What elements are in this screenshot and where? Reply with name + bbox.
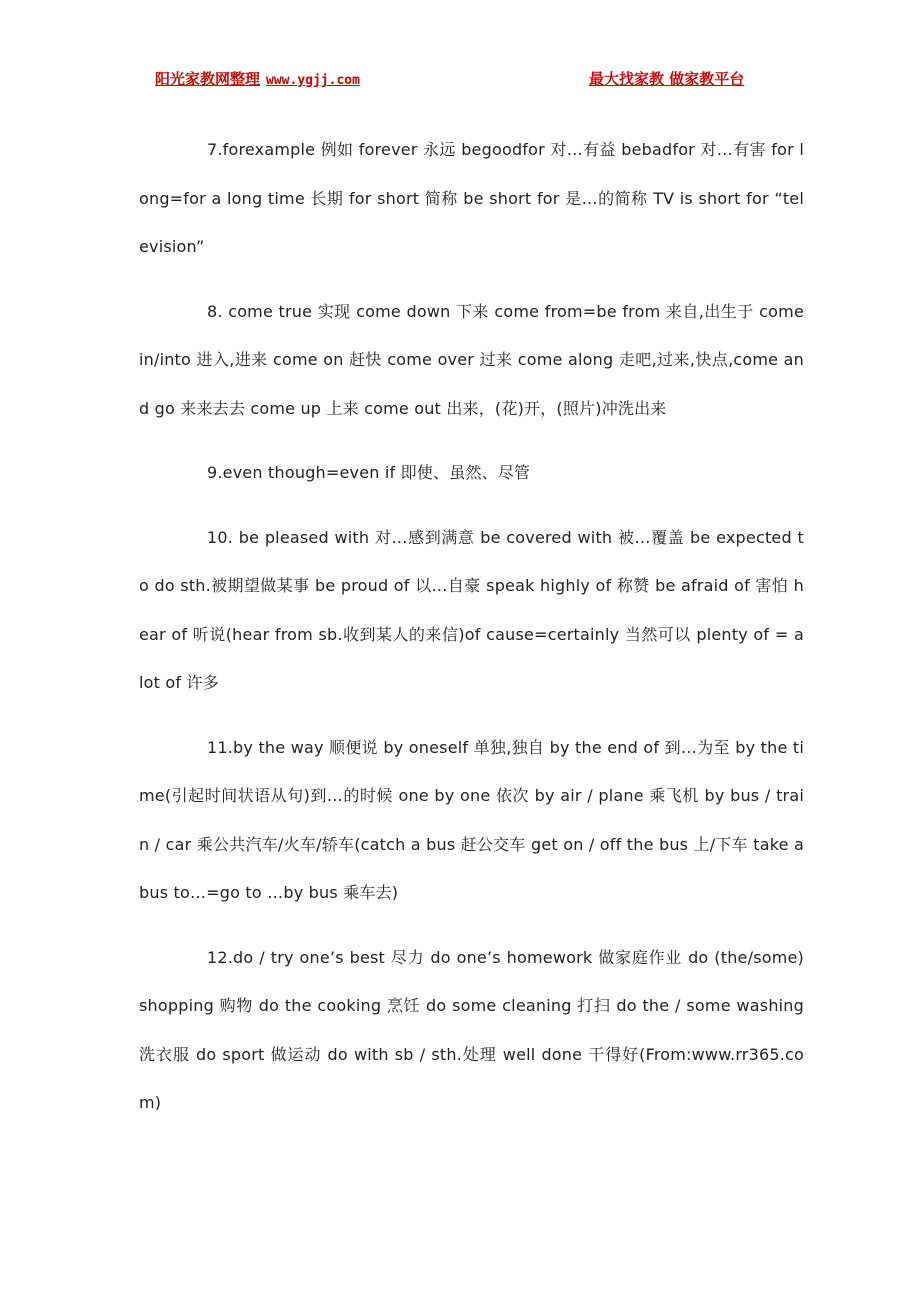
header-right: [589, 68, 744, 89]
paragraph-12: 12.do / try one’s best 尽力 do one’s homework 做家庭作业 do (the/some) shopping 购物 do the cooking 烹饪 do some cleaning 打扫 do the / some washing 洗衣服 do sport 做运动 do with sb / sth.处理 well done 干得好(From:www.rr365.com): [139, 947, 804, 1112]
header-brand[interactable]: 阳光家教网整理: [155, 70, 261, 88]
paragraph-7: 7.forexample 例如 forever 永远 begoodfor 对…有益 bebadfor 对…有害 for long=for a long time 长期 for short 简称 be short for 是…的简称 TV is short for “television”: [139, 140, 804, 256]
paragraph-9: 9.even though=even if 即使、虽然、尽管: [207, 463, 531, 482]
page-header: [0, 68, 920, 92]
document-body: [139, 126, 804, 1144]
paragraph-8: 8. come true 实现 come down 下来 come from=be from 来自,出生于 come in/into 进入,进来 come on 赶快 come over 过来 come along 走吧,过来,快点,come and go 来来去去 come up 上来 come out 出来，(花)开，(照片)冲洗出来: [139, 301, 804, 418]
paragraph-10: 10. be pleased with 对…感到满意 be covered with 被…覆盖 be expected to do sth.被期望做某事 be proud of 以…自豪 speak highly of 称赞 be afraid of 害怕 hear of 听说(hear from sb.收到某人的来信)of cause=certainly 当然可以 plenty of = a lot of 许多: [139, 527, 804, 692]
header-slogan[interactable]: 最大找家教 做家教平台: [589, 70, 745, 88]
header-left: [155, 68, 360, 89]
paragraph-11: 11.by the way 顺便说 by oneself 单独,独自 by the end of 到…为至 by the time(引起时间状语从句)到…的时候 one by one 依次 by air / plane 乘飞机 by bus / train / car 乘公共汽车/火车/轿车(catch a bus 赶公交车 get on / off the bus 上/下车 take a bus to…=go to …by bus 乘车去): [139, 737, 804, 902]
header-url-link[interactable]: www.ygjj.com: [266, 73, 360, 88]
